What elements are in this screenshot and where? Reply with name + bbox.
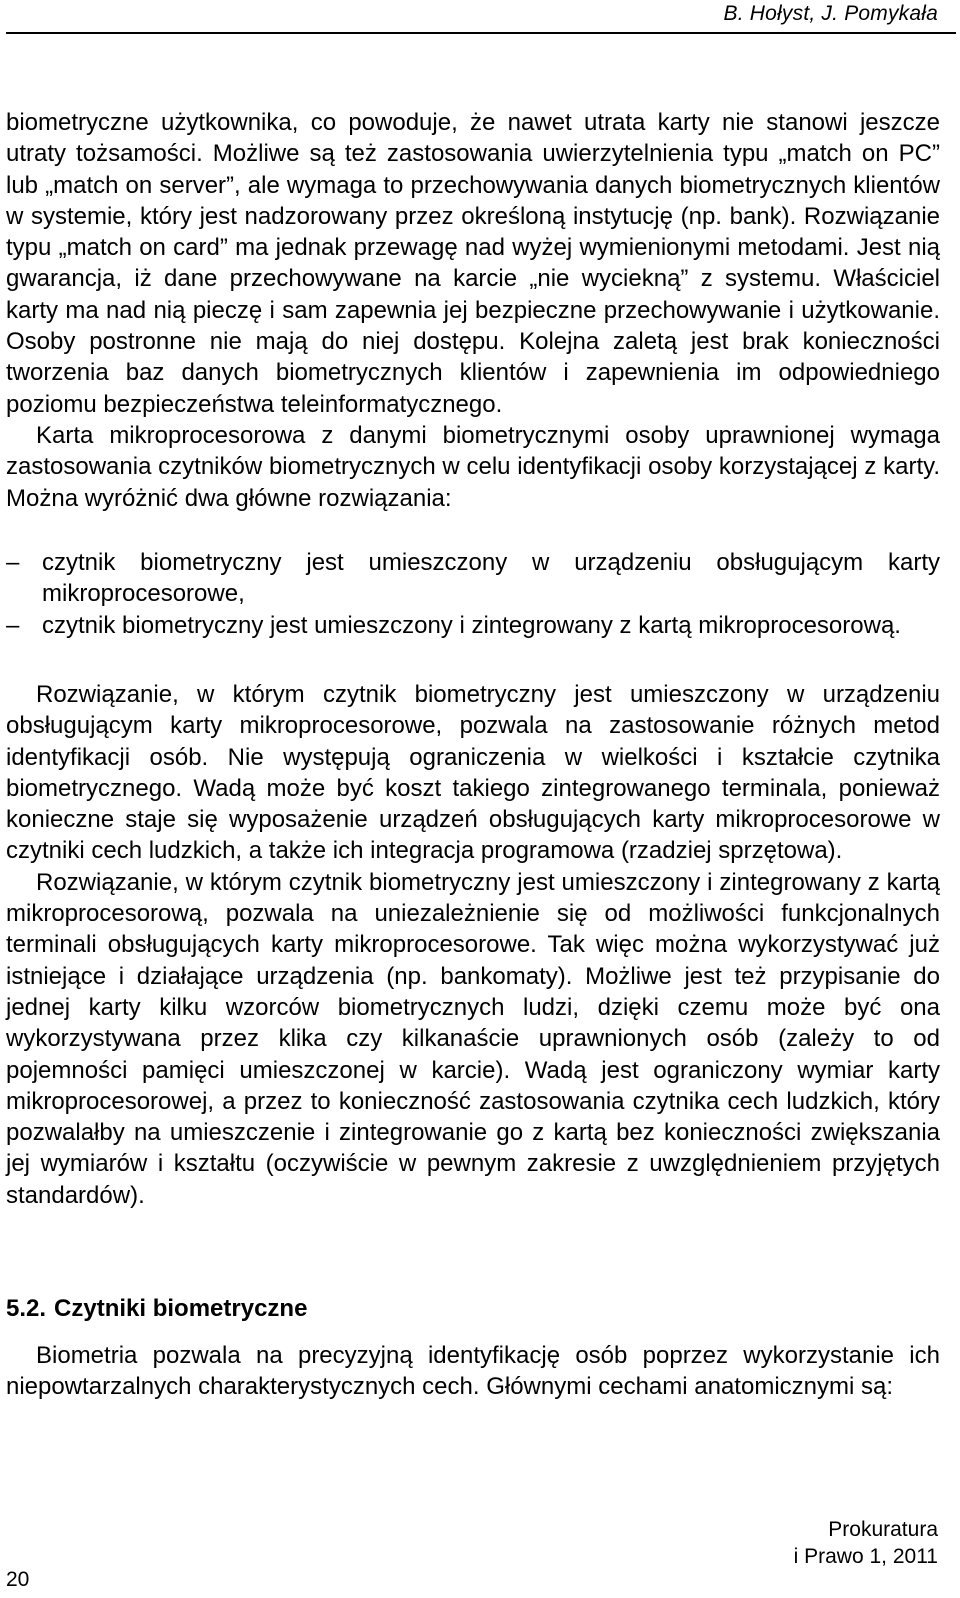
journal-issue: i Prawo 1, 2011	[793, 1545, 938, 1568]
text-block-middle	[6, 679, 940, 1211]
header-rule	[6, 32, 956, 34]
list-item	[6, 547, 940, 610]
solutions-list	[6, 547, 940, 641]
section-heading	[6, 1293, 307, 1324]
section-title: Czytniki biometryczne	[54, 1295, 308, 1322]
paragraph-reader-in-device: Rozwiązanie, w którym czytnik biometryczny jest umieszczony w urządzeniu obsługującym karty mikroprocesorowe, pozwala na zastosowanie różnych metod identyfikacji osób. Nie występują ograniczenia w wielkości i kształcie czytnika biometrycznego. Wadą może być koszt takiego zintegrowanego terminala, ponieważ konieczne staje się wyposażenie urządzeń obsługujących karty mikroprocesorowe w czytniki cech ludzkich, a także ich integracja programowa (rzadziej sprzętowa).	[6, 681, 940, 865]
list-item	[6, 610, 940, 641]
journal-footer	[794, 1516, 938, 1570]
text-block-bottom	[6, 1340, 940, 1403]
paragraph-biometrics: Biometria pozwala na precyzyjną identyfikację osób poprzez wykorzystanie ich niepowtarzalnych charakterystycznych cech. Głównymi cechami anatomicznymi są:	[6, 1342, 940, 1401]
running-header: B. Hołyst, J. Pomykała	[723, 2, 938, 25]
list-item-text: czytnik biometryczny jest umieszczony i zintegrowany z kartą mikroprocesorową.	[42, 611, 901, 639]
paragraph-smartcard-readers: Karta mikroprocesorowa z danymi biometrycznymi osoby uprawnionej wymaga zastosowania czytników biometrycznych w celu identyfikacji osoby korzystającej z karty. Można wyróżnić dwa główne rozwiązania:	[6, 421, 940, 512]
text-block-top	[6, 107, 940, 514]
list-item-text: czytnik biometryczny jest umieszczony w urządzeniu obsługującym karty mikroprocesorowe,	[42, 549, 940, 608]
journal-name: Prokuratura	[828, 1518, 938, 1541]
dash-bullet: –	[6, 549, 20, 576]
paragraph-continuation: biometryczne użytkownika, co powoduje, że nawet utrata karty nie stanowi jeszcze utraty tożsamości. Możliwe są też zastosowania uwierzytelnienia typu „match on PC” lub „match on server”, ale wymaga to przechowywania danych biometrycznych klientów w systemie, który jest nadzorowany przez określoną instytucję (np. bank). Rozwiązanie typu „match on card” ma jednak przewagę nad wyżej wymienionymi metodami. Jest nią gwarancja, iż dane przechowywane na karcie „nie wyciekną” z systemu. Właściciel karty ma nad nią pieczę i sam zapewnia jej bezpieczne przechowywanie i użytkowanie. Osoby postronne nie mają do niej dostępu. Kolejna zaletą jest brak konieczności tworzenia baz danych biometrycznych klientów i zapewnienia im odpowiedniego poziomu bezpieczeństwa teleinformatycznego.	[6, 109, 940, 418]
page-number: 20	[6, 1568, 30, 1591]
section-number: 5.2.	[6, 1295, 47, 1322]
paragraph-reader-in-card: Rozwiązanie, w którym czytnik biometryczny jest umieszczony i zintegrowany z kartą mikroprocesorową, pozwala na uniezależnienie się od możliwości funkcjonalnych terminali obsługujących karty mikroprocesorowe. Tak więc można wykorzystywać już istniejące i działające urządzenia (np. bankomaty). Możliwe jest też przypisanie do jednej karty kilku wzorców biometrycznych ludzi, dzięki czemu może być ona wykorzystywana przez klika czy kilkanaście uprawnionych osób (zależy to od pojemności pamięci umieszczonej w karcie). Wadą jest ograniczony wymiar karty mikroprocesorowej, a przez to konieczność zastosowania czytnika cech ludzkich, który pozwalałby na umieszczenie i zintegrowanie go z kartą bez konieczności zwiększania jej wymiarów i kształtu (oczywiście w pewnym zakresie z uwzględnieniem przyjętych standardów).	[6, 868, 940, 1209]
dash-bullet: –	[6, 611, 20, 639]
